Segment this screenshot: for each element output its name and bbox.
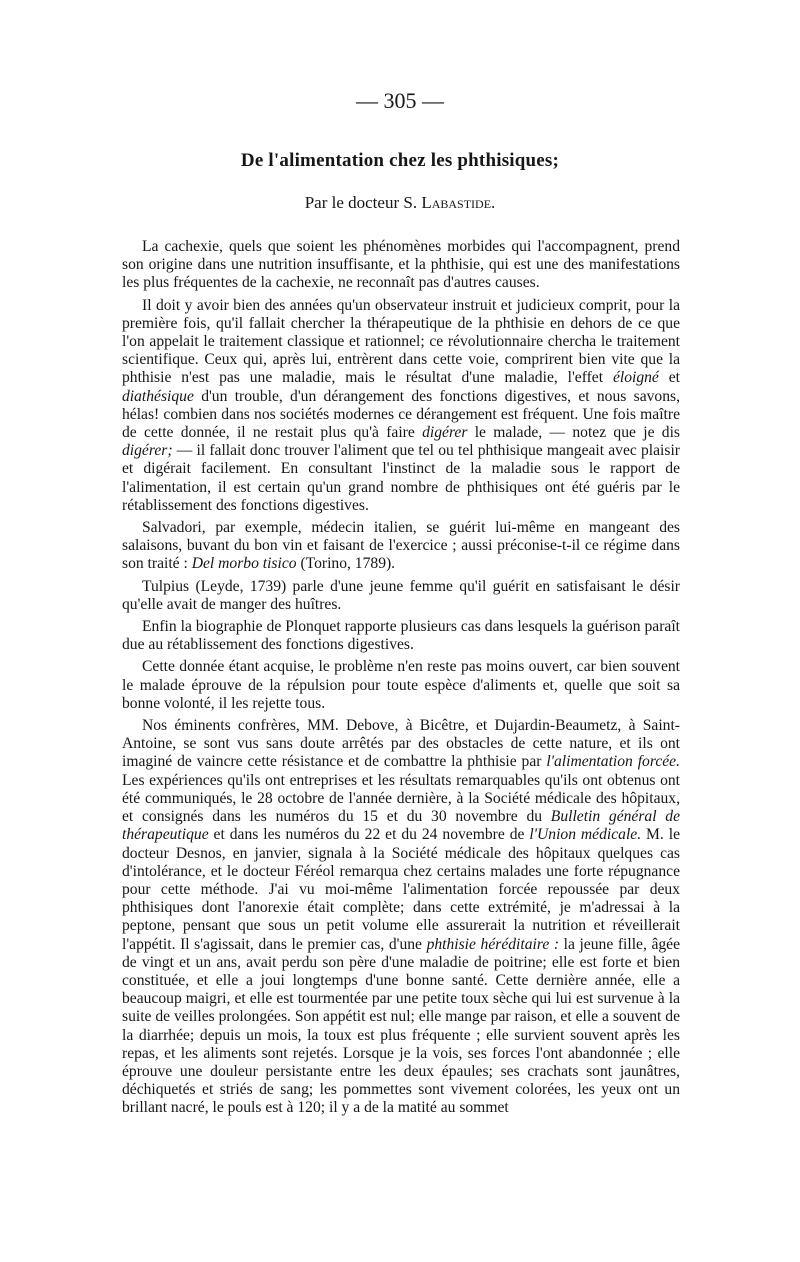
paragraph-7-italic-2: Bulletin général de thérapeutique [122,808,680,844]
article-body [122,238,680,1122]
paragraph-2-italic-1: éloigné [612,369,659,387]
paragraph-1: La cachexie, quels que soient les phénomènes morbides qui l'accompagnent, prend son origine dans une nutrition insuffisante, et la phthisie, qui est une des manifestations les plus fréquentes de la cachexie, ne reconnaît pas d'autres causes. [122,238,680,292]
paragraph-2-text-4: le malade, — notez que je dis [467,424,680,442]
paragraph-7-text-3: et dans les numéros du 22 et du 24 novembre de [208,826,530,844]
paragraph-7-italic-3: l'Union médicale. [529,826,642,844]
paragraph-4: Tulpius (Leyde, 1739) parle d'une jeune femme qu'il guérit en satisfaisant le désir qu'elle avait de manger des huîtres. [122,577,680,613]
paragraph-2 [122,297,680,515]
paragraph-2-text-2: et [658,369,680,387]
byline [0,193,800,213]
paragraph-7-text-5: la jeune fille, âgée de vingt et un ans, avait perdu son père d'une maladie de poitrine; elle est forte et bien constituée, et elle a joui longtemps d'une bonne santé. Cette dernière année, elle a beaucoup maigri, et elle est tourmentée par une petite toux sèche qui lui est survenue à la suite de veilles prolongées. Son appétit est nul; elle mange par raison, et elle a souvent de la diarrhée; depuis un mois, la toux est plus fréquente ; elle survient souvent après les repas, et les aliments sont rejetés. Lorsque je la vois, ses forces l'ont abandonnée ; elle éprouve une douleur persistante entre les deux épaules; ses crachats sont jaunâtres, déchiquetés et striés de sang; les pommettes sont vivement colorées, les yeux ont un brillant nacré, le pouls est à 120; il y a de la matité au sommet [122,935,680,1117]
paragraph-2-text-5: — il fallait donc trouver l'aliment que tel ou tel phthisique mangeait avec plaisir et digérait facilement. En consultant l'instinct de la maladie sous le rapport de l'alimentation, il est certain qu'un grand nombre de phthisiques ont été guéris par le rétablissement des fonctions digestives. [122,442,680,514]
paragraph-6: Cette donnée étant acquise, le problème n'en reste pas moins ouvert, car bien souvent le malade éprouve de la répulsion pour toute espèce d'aliments et, quelle que soit sa bonne volonté, il les rejette tous. [122,658,680,712]
byline-prefix: Par le docteur S. [304,193,422,212]
paragraph-2-italic-3: digérer [422,424,468,442]
paragraph-3-text: Salvadori, par exemple, médecin italien, se guérit lui-même en mangeant des salaisons, buvant du bon vin et faisant de l'exercice ; aussi préconise-t-il ce régime dans son traité : [122,519,680,573]
page-number: — 305 — [356,88,444,113]
paragraph-3-end: (Torino, 1789). [296,555,396,573]
paragraph-3 [122,519,680,574]
paragraph-2-text-3: d'un trouble, d'un dérangement des fonctions digestives, et nous savons, hélas! combien dans nos sociétés modernes ce dérangement est fréquent. Une fois maître de cette donnée, il ne restait plus qu'à faire [122,387,680,442]
paragraph-7-text-4: M. le docteur Desnos, en janvier, signala à la Société médicale des hôpitaux quelques cas d'intolérance, et le docteur Féréol remarqua chez certains malades une forte répugnance pour cette méthode. J'ai vu moi-même l'alimentation forcée repoussée par deux phthisiques dont l'anorexie était complète; dans cette extrémité, je m'adressai à la peptone, pensant que sous un petit volume elle assurerait la nutrition et réveillerait l'appétit. Il s'agissait, dans le premier cas, d'une [122,826,680,953]
paragraph-3-italic: Del morbo tisico [191,555,297,573]
paragraph-2-italic-2: diathésique [122,387,194,405]
article-title: De l'alimentation chez les phthisiques; [240,150,560,171]
paragraph-7-text-1: Nos éminents confrères, MM. Debove, à Bicêtre, et Dujardin-Beaumetz, à Saint-Antoine, se sont vus sans doute arrêtés par des obstacles de cette nature, et ils ont imaginé de vaincre cette résistance et de combattre la phthisie par [122,717,680,771]
paragraph-2-italic-4: digérer; [122,442,173,460]
paragraph-5: Enfin la biographie de Plonquet rapporte plusieurs cas dans lesquels la guérison paraît due au rétablissement des fonctions digestives. [122,618,680,654]
paragraph-2-text-1: Il doit y avoir bien des années qu'un observateur instruit et judicieux comprit, pour la première fois, qu'il fallait chercher la thérapeutique de la phthisie en dehors de ce que l'on appelait le traitement classique et rationnel; ce révolutionnaire chercha le traitement scientifique. Ceux qui, après lui, entrèrent dans cette voie, comprirent bien vite que la phthisie n'est pas une maladie, mais le résultat d'une maladie, l'effet [122,296,680,387]
author-name: Labastide. [421,193,496,212]
paragraph-7-text-2: Les expériences qu'ils ont entreprises et les résultats remarquables qu'ils ont obtenus ont été communiqués, le 28 octobre de l'année dernière, à la Société médicale des hôpitaux, et consignés dans les numéros du 15 et du 30 novembre du [122,771,680,826]
paragraph-7-italic-4: phthisie héréditaire : [426,935,560,953]
paragraph-7-italic-1: l'alimentation forcée. [546,753,680,771]
paragraph-7 [122,717,680,1117]
